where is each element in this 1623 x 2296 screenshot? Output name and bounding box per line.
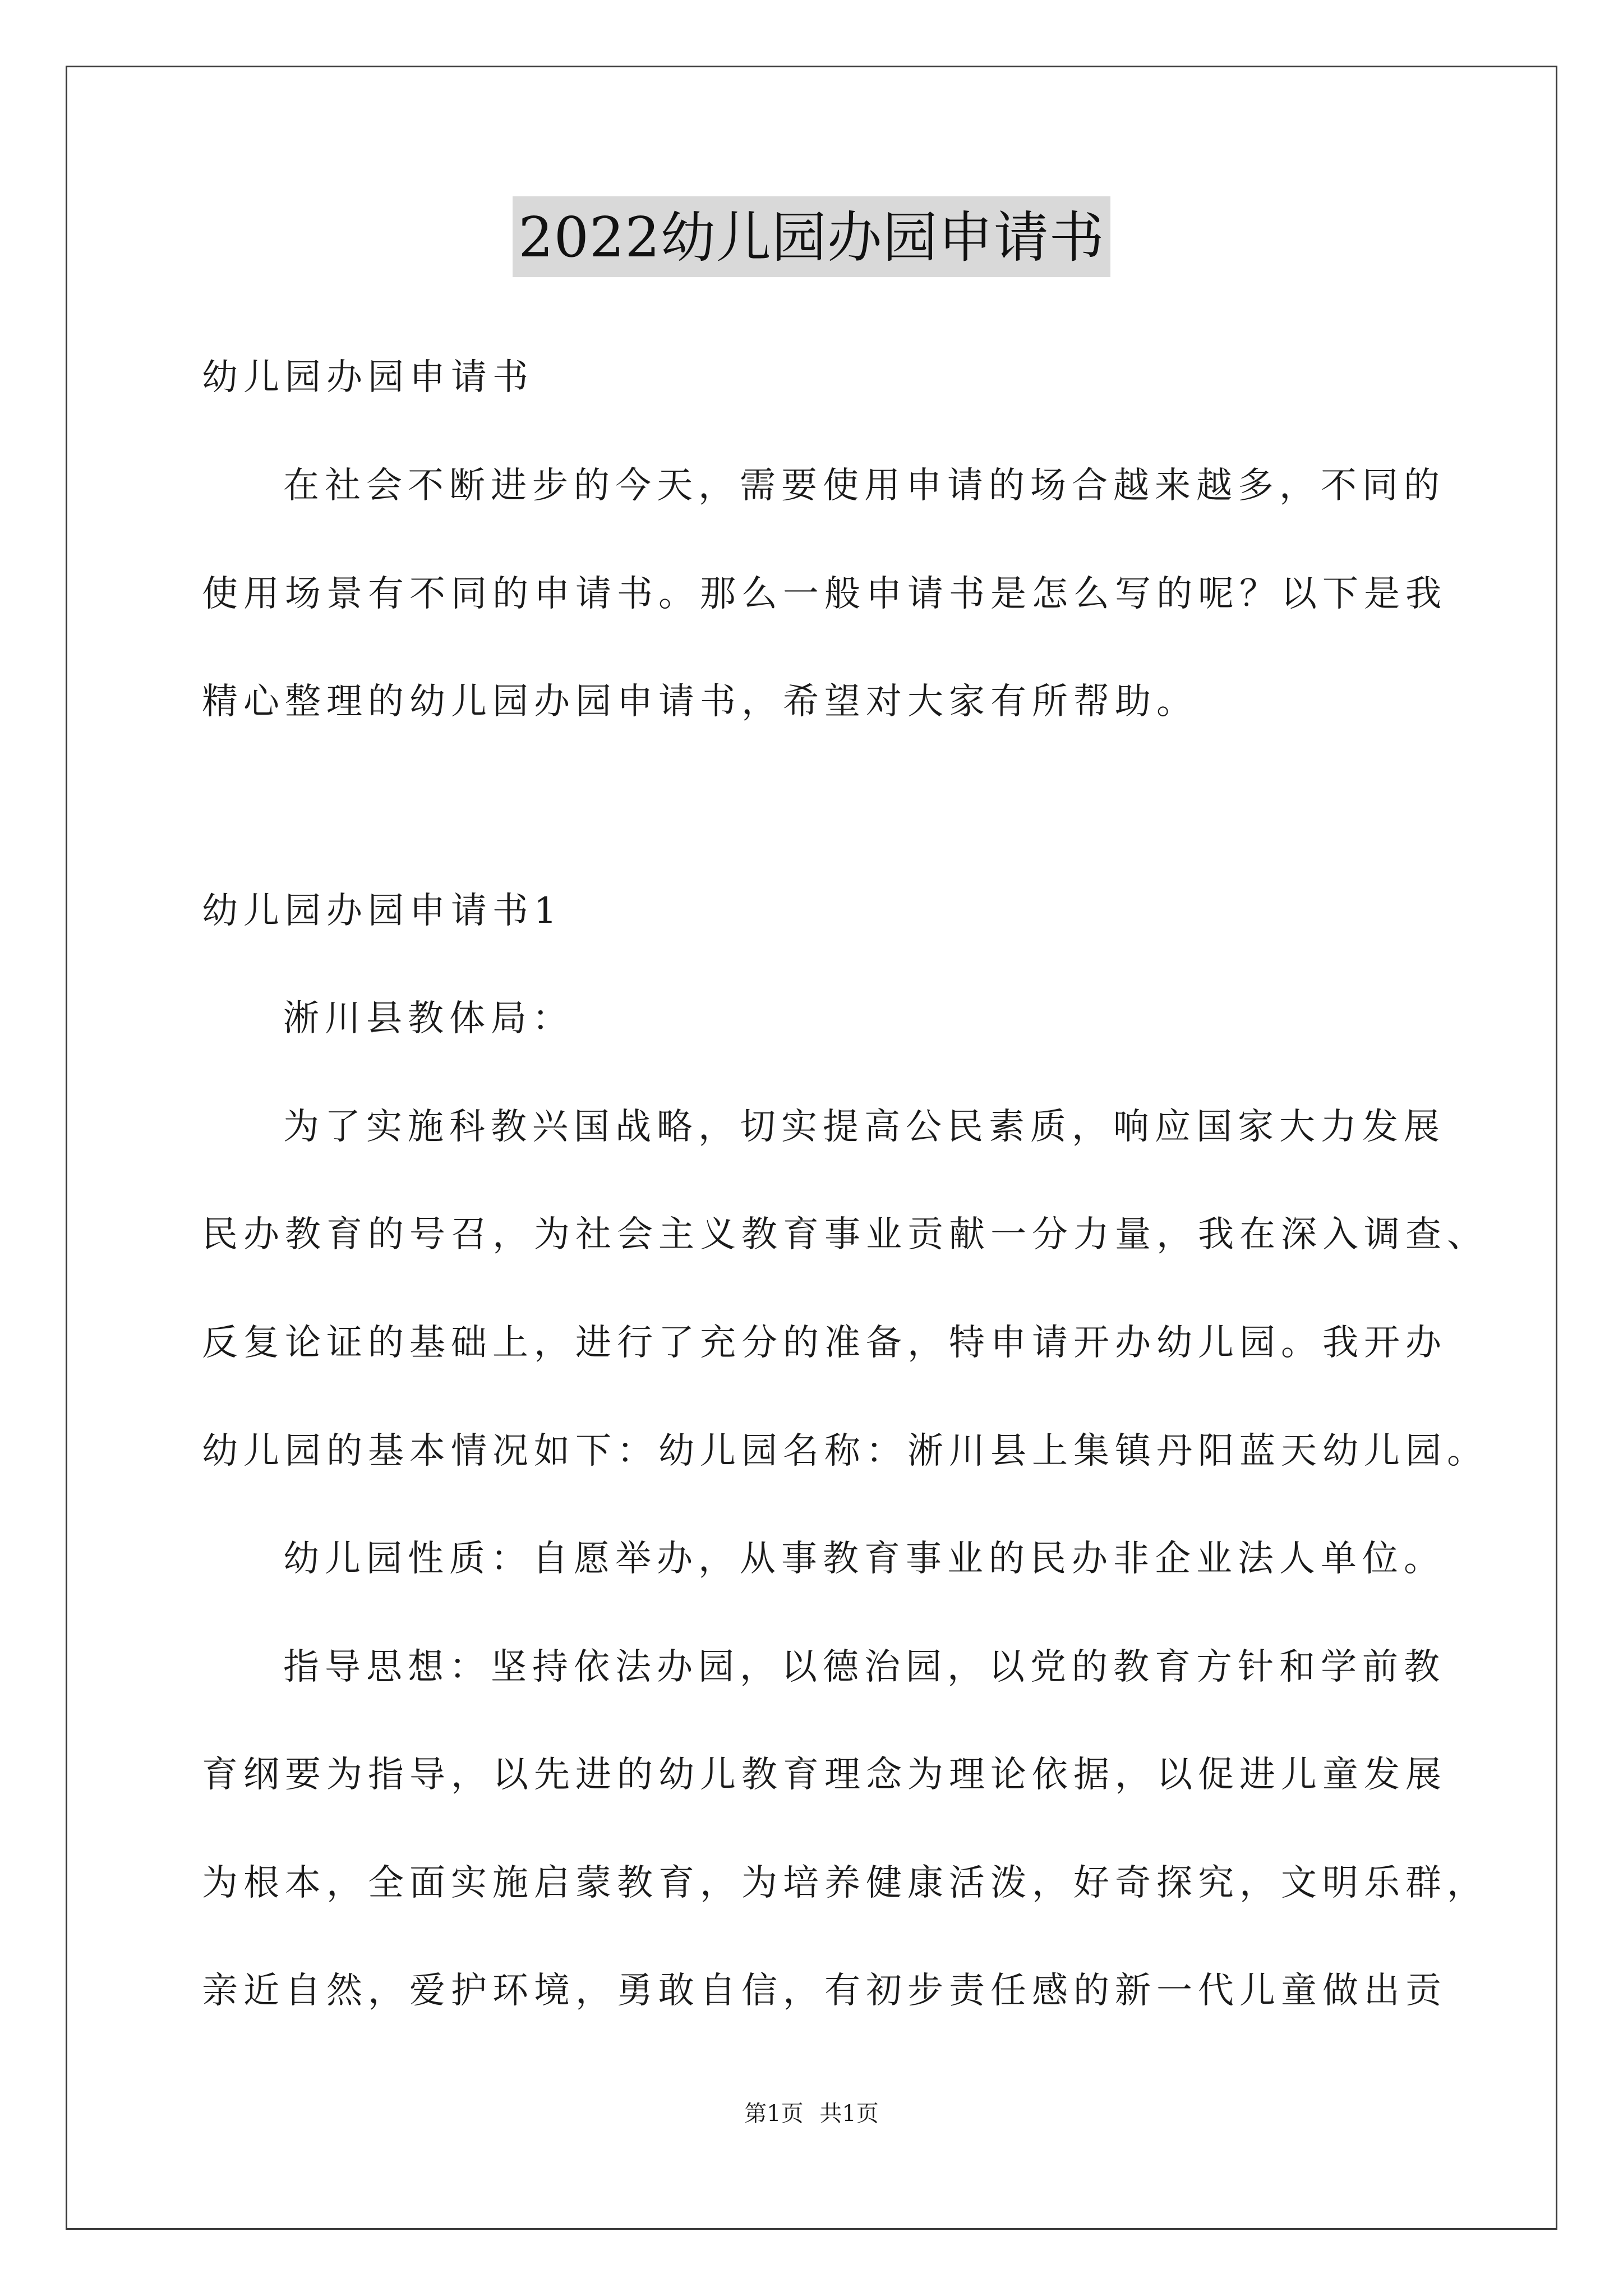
page-footer xyxy=(0,2100,1623,2128)
text-line-4: 精心整理的幼儿园办园申请书，希望对大家有所帮助。 xyxy=(202,681,1198,723)
text-line-14: 为根本，全面实施启蒙教育，为培养健康活泼，好奇探究，文明乐群， xyxy=(202,1862,1488,1904)
page-total: 共1页 xyxy=(819,2101,879,2127)
text-line-8: 民办教育的号召，为社会主义教育事业贡献一分力量，我在深入调查、 xyxy=(202,1214,1488,1255)
section-heading: 幼儿园办园申请书1 xyxy=(202,890,562,932)
text-line-12: 指导思想：坚持依法办园，以德治园，以党的教育方针和学前教 xyxy=(283,1646,1445,1688)
document-title: 2022幼儿园办园申请书 xyxy=(513,196,1110,277)
text-line-15: 亲近自然，爱护环境，勇敢自信，有初步责任感的新一代儿童做出贡 xyxy=(202,1970,1447,2012)
text-line-3: 使用场景有不同的申请书。那么一般申请书是怎么写的呢？以下是我 xyxy=(202,573,1447,615)
text-line-2: 在社会不断进步的今天，需要使用申请的场合越来越多，不同的 xyxy=(283,465,1445,507)
text-line-13: 育纲要为指导，以先进的幼儿教育理念为理论依据，以促进儿童发展 xyxy=(202,1754,1447,1796)
text-line-7: 为了实施科教兴国战略，切实提高公民素质，响应国家大力发展 xyxy=(283,1106,1445,1148)
page-number: 第1页 xyxy=(744,2101,804,2127)
addressee: 淅川县教体局： xyxy=(283,998,574,1039)
text-line-11: 幼儿园性质：自愿举办，从事教育事业的民办非企业法人单位。 xyxy=(283,1538,1445,1580)
text-line-1: 幼儿园办园申请书 xyxy=(202,357,534,398)
text-line-10: 幼儿园的基本情况如下：幼儿园名称：淅川县上集镇丹阳蓝天幼儿园。 xyxy=(202,1430,1488,1472)
title-wrap xyxy=(0,196,1623,277)
text-line-9: 反复论证的基础上，进行了充分的准备，特申请开办幼儿园。我开办 xyxy=(202,1322,1447,1364)
